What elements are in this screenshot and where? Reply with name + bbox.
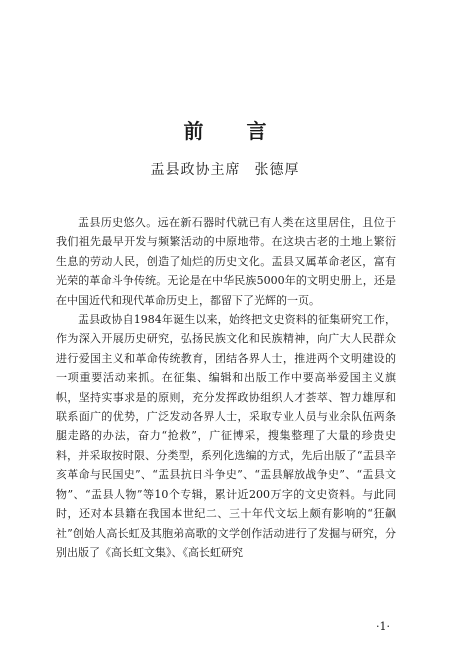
page-title: 前 言 xyxy=(183,119,285,143)
paragraph-2: 盂县政协自1984年诞生以来，始终把文史资料的征集研究工作，作为深入开展历史研究，弘扬民族文化和民族精神，向广大人民群众进行爱国主义和革命传统教育，团结各界人士，推进两个文明建设的一项重要活动来抓。在征集、编辑和出版工作中要高举爱国主义旗帜，坚持实事求是的原则，充分发挥政协组织人才荟萃、智力雄厚和联系面广的优势，广泛发动各界人士，采取专业人员与业余队伍两条腿走路的办法，奋力“抢救”，广征博采，搜集整理了大量的珍贵史料，并采取按时限、分类型，系列化选编的方式，先后出版了“盂县辛亥革命与民国史”、“盂县抗日斗争史”、“盂县解放战争史”、“盂县文物”、“盂县人物”等10个专辑，累计近200万字的文史资料。与此同时，还对本县籍在我国本世纪二、三十年代文坛上颇有影响的“狂飙社”创始人高长虹及其胞弟高歌的文学创作活动进行了发掘与研究，分别出版了《高长虹文集》、《高长虹研究 xyxy=(56,313,396,559)
page-number: ·1· xyxy=(376,620,390,633)
byline-organization: 盂县政协主席 xyxy=(150,162,241,178)
body-text xyxy=(56,213,396,562)
paragraph-1: 盂县历史悠久。远在新石器时代就已有人类在这里居住，且位于我们祖先最早开发与频繁活动的中原地带。在这块古老的土地上繁衍生息的劳动人民，创造了灿烂的历史文化。盂县又属革命老区，富有光荣的革命斗争传统。无论是在中华民族5000年的文明史册上，还是在中国近代和现代革命历史上，都留下了光辉的一页。 xyxy=(56,216,396,307)
byline xyxy=(0,160,450,180)
byline-author: 张德厚 xyxy=(254,162,300,178)
